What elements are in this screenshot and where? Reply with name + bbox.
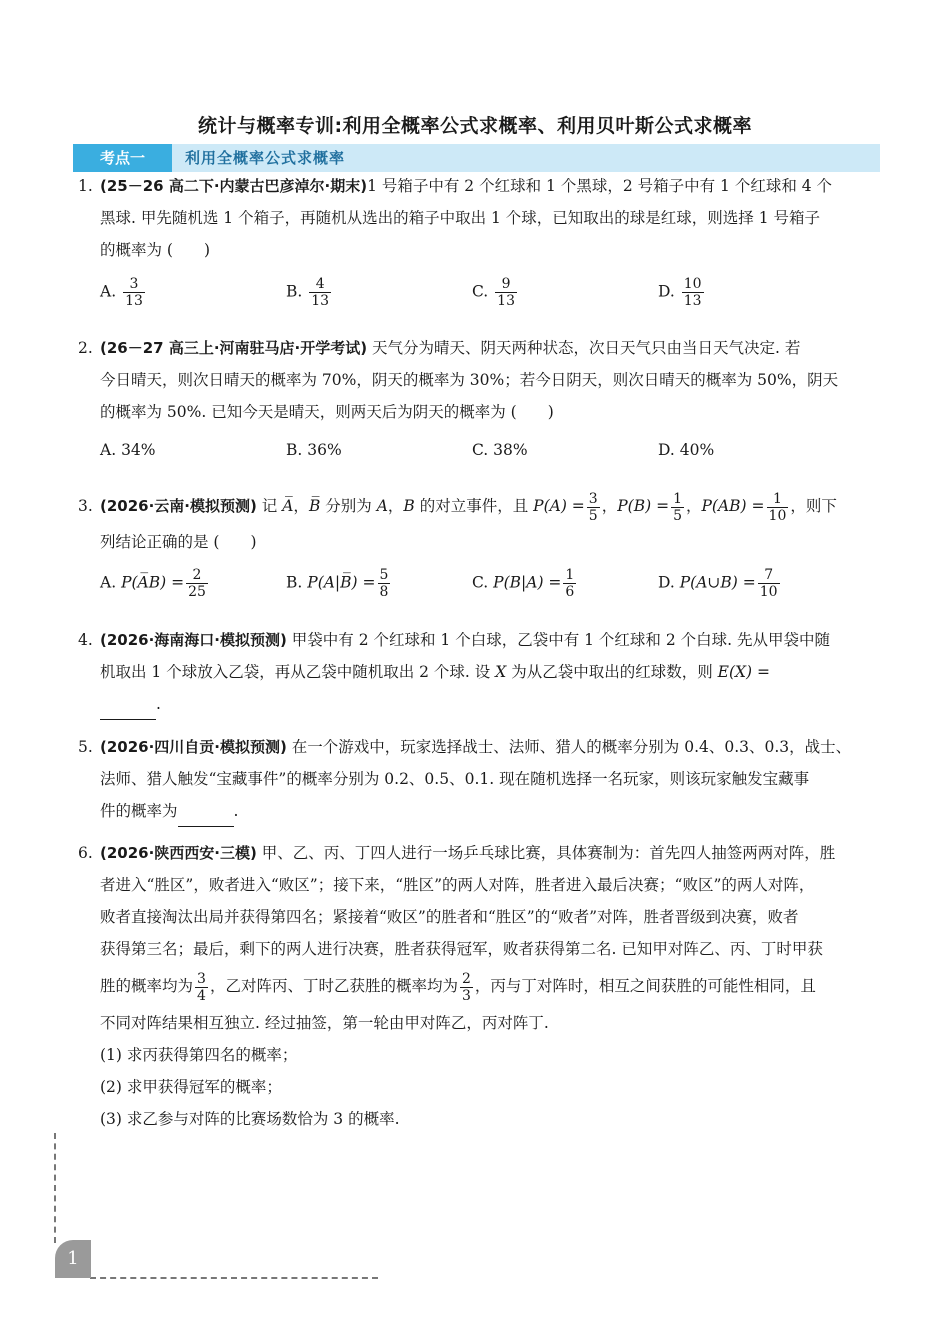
question-source: (2026·四川自贡·模拟预测)	[100, 738, 287, 756]
question-number: 4.	[78, 631, 93, 649]
page-number: 1	[55, 1240, 91, 1278]
question-text: 获得第三名；最后，剩下的两人进行决赛，胜者获得冠军，败者获得第二名. 已知甲对阵乙、丙、丁时甲获	[100, 940, 823, 958]
choice-c[interactable]: C. $\frac{9}{13}$	[472, 276, 515, 309]
choice-c[interactable]: C. 38%	[472, 441, 528, 459]
question-text: 天气分为晴天、阴天两种状态，次日天气只由当日天气决定. 若	[367, 339, 801, 357]
question-5: 5. (2026·四川自贡·模拟预测) 在一个游戏中，玩家选择战士、法师、猎人的概率分别为 0.4、0.3、0.3，战士、 法师、猎人触发“宝藏事件”的概率分别为 0.2、0.5、0.1. 现在随机选择一名玩家，则该玩家触发宝藏事 件的概率为 .	[78, 731, 883, 827]
choice-a[interactable]: A. 34%	[100, 441, 156, 459]
section-header	[73, 144, 880, 172]
question-text: 者进入“胜区”，败者进入“败区”；接下来，“胜区”的两人对阵，胜者进入最后决赛；“败区”的两人对阵，	[100, 876, 815, 894]
question-number: 1.	[78, 177, 93, 195]
choice-d[interactable]: D. $\frac{10}{13}$	[658, 276, 702, 309]
sub-question-1: (1) 求丙获得第四名的概率；	[100, 1046, 298, 1064]
question-source: (26－27 高三上·河南驻马店·开学考试)	[100, 339, 368, 357]
question-text: 不同对阵结果相互独立. 经过抽签，第一轮由甲对阵乙，丙对阵丁.	[100, 1014, 549, 1032]
question-text: 甲袋中有 2 个红球和 1 个白球，乙袋中有 1 个红球和 2 个白球. 先从甲袋中随	[286, 631, 831, 649]
question-2	[78, 332, 883, 428]
question-text: 甲、乙、丙、丁四人进行一场乒乓球比赛，具体赛制为：首先四人抽签两两对阵，胜	[256, 844, 836, 862]
question-source: (2026·海南海口·模拟预测)	[100, 631, 287, 649]
question-1	[78, 170, 883, 266]
question-number: 5.	[78, 738, 93, 756]
page-title: 统计与概率专训:利用全概率公式求概率、利用贝叶斯公式求概率	[197, 115, 753, 137]
question-text: 1 号箱子中有 2 个红球和 1 个黑球，2 号箱子中有 1 个红球和 4 个	[367, 177, 833, 195]
question-text: 列结论正确的是 ( )	[100, 533, 257, 551]
sub-question-3: (3) 求乙参与对阵的比赛场数恰为 3 的概率.	[100, 1110, 400, 1128]
choice-d[interactable]: D. 40%	[658, 441, 715, 459]
question-source: (2026·陕西西安·三模)	[100, 844, 257, 862]
choice-a[interactable]: A. $\frac{3}{13}$	[100, 276, 143, 309]
question-number: 6.	[78, 844, 93, 862]
question-number: 3.	[78, 497, 93, 515]
choice-b[interactable]: B. $\frac{4}{13}$	[286, 276, 330, 309]
question-source: (2026·云南·模拟预测)	[100, 497, 257, 515]
section-tag: 考点一	[73, 144, 172, 172]
choice-c[interactable]: C. P(B|A) = $\frac{1}{6}$	[472, 567, 575, 600]
question-text: 法师、猎人触发“宝藏事件”的概率分别为 0.2、0.5、0.1. 现在随机选择一名玩家，则该玩家触发宝藏事	[100, 770, 810, 788]
question-text: 败者直接淘汰出局并获得第四名；紧接着“败区”的胜者和“胜区”的“败者”对阵，胜者晋级到决赛，败者	[100, 908, 799, 926]
question-text: 的概率为 ( )	[100, 241, 211, 259]
choice-d[interactable]: D. P(A∪B) = $\frac{7}{10}$	[658, 567, 778, 600]
question-4: 4. (2026·海南海口·模拟预测) 甲袋中有 2 个红球和 1 个白球，乙袋中有 1 个红球和 2 个白球. 先从甲袋中随 机取出 1 个球放入乙袋，再从乙袋中随机取出 2 个球. 设 X 为从乙袋中取出的红球数，则 E(X) = .	[78, 624, 883, 720]
question-text: 今日晴天，则次日晴天的概率为 70%，阴天的概率为 30%；若今日阴天，则次日晴天的概率为 50%，阴天	[100, 371, 839, 389]
sub-question-2: (2) 求甲获得冠军的概率；	[100, 1078, 282, 1096]
footer-dashed-line	[90, 1277, 378, 1279]
question-text: 的概率为 50%. 已知今天是晴天，则两天后为阴天的概率为 ( )	[100, 403, 554, 421]
question-source: (25－26 高二下·内蒙古巴彦淖尔·期末)	[100, 177, 368, 195]
question-3: 3. (2026·云南·模拟预测) 记 A̅，B̅ 分别为 A，B 的对立事件，且 P(A) = $\frac{3}{5}$ ，P(B) = $\frac{1}{5}$ ，P(AB) = $\frac{1}{10}$ ，则下 列结论正确的是 ( )	[78, 486, 883, 558]
choice-b[interactable]: B. 36%	[286, 441, 342, 459]
question-text: 黑球. 甲先随机选 1 个箱子，再随机从选出的箱子中取出 1 个球，已知取出的球是红球，则选择 1 号箱子	[100, 209, 821, 227]
question-6: 6. (2026·陕西西安·三模) 甲、乙、丙、丁四人进行一场乒乓球比赛，具体赛制为：首先四人抽签两两对阵，胜 者进入“胜区”，败者进入“败区”；接下来，“胜区”的两人对阵，胜者进入最后决赛；“败区”的两人对阵， 败者直接淘汰出局并获得第四名；紧接着“败区”的胜者和“胜区”的“败者”对阵，胜者晋级到决赛，败者 获得第三名；最后，剩下的两人进行决赛，胜者获得冠军，败者获得第二名. 已知甲对阵乙、丙、丁时甲获 胜的概率均为 $\frac{3}{4}$ ，乙对阵丙、丁时乙获胜的概率均为 $\frac{2}{3}$ ，丙与丁对阵时，相互之间获胜的可能性相同，且 不同对阵结果相互独立. 经过抽签，第一轮由甲对阵乙，丙对阵丁. (1) 求丙获得第四名的概率； (2) 求甲获得冠军的概率； (3) 求乙参与对阵的比赛场数恰为 3 的概率.	[78, 837, 883, 1135]
section-title: 利用全概率公式求概率	[185, 149, 346, 167]
answer-blank[interactable]	[100, 702, 156, 720]
answer-blank[interactable]	[178, 809, 234, 827]
margin-dashed-line	[54, 1133, 56, 1243]
question-number: 2.	[78, 339, 93, 357]
choice-a[interactable]: A. P(A̅B) = $\frac{2}{25}$	[100, 567, 206, 600]
choice-b[interactable]: B. P(A|B̅) = $\frac{5}{8}$	[286, 567, 389, 600]
question-text: 在一个游戏中，玩家选择战士、法师、猎人的概率分别为 0.4、0.3、0.3，战士、	[286, 738, 852, 756]
